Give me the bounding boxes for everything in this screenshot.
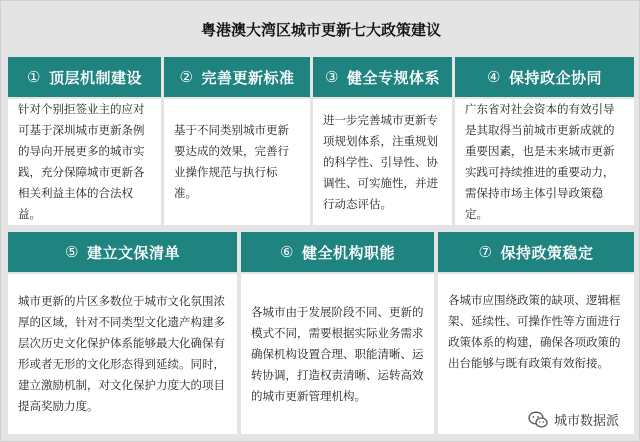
header-item-4 <box>455 57 634 97</box>
item-label: 保持政企协同 <box>508 68 602 87</box>
card-item-4 <box>455 99 634 225</box>
item-label: 健全专规体系 <box>346 68 440 87</box>
item-label: 顶层机制建设 <box>48 68 142 87</box>
item-label: 完善更新标准 <box>201 68 295 87</box>
item-number: ⑦ <box>478 243 493 261</box>
item-text: 各城市应围绕政策的缺项、逻辑框架、延续性、可操作性等方面进行政策体系的构建，确保各项政策的出台能够与既有政策有效衔接。 <box>448 293 621 370</box>
header-item-5 <box>8 232 237 272</box>
card-item-3 <box>313 99 452 225</box>
item-text: 广东省对社会资本的有效引导是其取得当前城市更新成就的重要因素，也是未来城市更新实践可持续推进的重要动力，需保持市场主体引导政策稳定。 <box>465 102 615 221</box>
card-item-2 <box>164 99 310 225</box>
item-text: 各城市由于发展阶段不同、更新的模式不同，需要根据实际业务需求确保机构设置合理、职能清晰、运转协调，打造权责清晰、运转高效的城市更新管理机构。 <box>251 304 424 403</box>
infographic-title: 粤港澳大湾区城市更新七大政策建议 <box>8 5 634 53</box>
header-item-2 <box>164 57 310 97</box>
item-number: ③ <box>325 68 339 86</box>
item-text: 基于不同类别城市更新要达成的效果，完善行业操作规范与执行标准。 <box>174 123 289 200</box>
item-number: ⑤ <box>65 243 79 261</box>
item-number: ④ <box>487 68 501 86</box>
header-item-7 <box>438 232 634 272</box>
item-text: 进一步完善城市更新专项规划体系，注重规划的科学性、引导性、协调性、可实施性，并进行动态评估。 <box>323 112 438 211</box>
item-text: 城市更新的片区多数位于城市文化氛围浓厚的区域，针对不同类型文化遗产构建多层次历史文化保护体系能够最大化确保有形或者无形的文化形态得到延续。同时，建立激励机制，对文化保护力度大的项目提高奖励力度。 <box>18 294 225 413</box>
header-item-1 <box>8 57 161 97</box>
card-item-5 <box>8 274 237 434</box>
item-number: ① <box>27 68 41 86</box>
watermark-text: 城市数据派 <box>553 414 619 429</box>
item-text: 针对个别拒签业主的应对可基于深圳城市更新条例的导向开展更多的城市实践，充分保障城市更新各相关利益主体的合法权益。 <box>18 102 145 221</box>
item-label: 保持政策稳定 <box>500 243 594 262</box>
card-item-1 <box>8 99 161 225</box>
header-item-6 <box>241 232 434 272</box>
item-number: ⑥ <box>280 243 294 261</box>
item-label: 建立文保清单 <box>86 243 180 262</box>
wechat-icon <box>528 411 548 429</box>
header-item-3 <box>313 57 452 97</box>
item-number: ② <box>179 68 194 86</box>
card-item-6 <box>241 274 434 434</box>
watermark <box>528 410 619 429</box>
item-label: 健全机构职能 <box>301 243 395 262</box>
